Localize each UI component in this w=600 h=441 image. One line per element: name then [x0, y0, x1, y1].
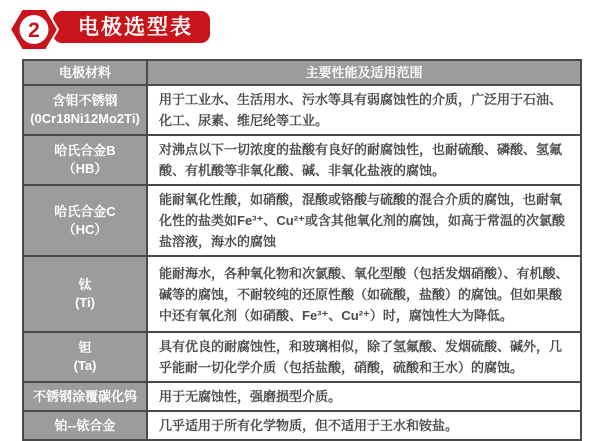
material-name: 铂--铱合金	[54, 417, 116, 433]
table-row	[23, 411, 581, 440]
badge-number: 2	[28, 19, 40, 42]
material-name: 含钼不锈钢	[52, 93, 118, 108]
table-header-row	[23, 60, 581, 85]
material-name: 钽	[78, 340, 92, 355]
material-name: 不锈钢涂覆碳化钨	[32, 388, 137, 404]
table-row	[23, 382, 581, 411]
table-row	[23, 256, 581, 332]
page-header	[0, 0, 600, 56]
column-header-performance: 主要性能及适用范围	[147, 60, 581, 85]
hexagon-badge-icon	[9, 6, 59, 53]
material-name: 哈氏合金B	[54, 143, 116, 158]
material-cell	[23, 382, 147, 411]
page-title: 电极选型表	[78, 15, 193, 39]
material-name: 钛	[78, 277, 92, 292]
material-sub: (Ti)	[75, 295, 95, 310]
material-cell	[23, 332, 147, 382]
description-cell: 对沸点以下一切浓度的盐酸有良好的耐腐蚀性，也耐硫酸、磷酸、氢氟酸、有机酸等非氧化酸、碱、非氧化盐液的腐蚀。	[147, 135, 581, 185]
material-cell	[23, 85, 147, 135]
material-sub: (0Cr18Ni12Mo2Ti)	[30, 111, 140, 126]
column-header-material: 电极材料	[23, 60, 147, 85]
material-cell	[23, 256, 147, 332]
material-name: 哈氏合金C	[54, 203, 116, 219]
table-row	[23, 85, 581, 135]
table-row	[23, 185, 581, 256]
table-row	[23, 332, 581, 382]
material-cell	[23, 135, 147, 185]
material-sub: （HC）	[62, 221, 108, 237]
title-tab	[53, 11, 210, 43]
number-badge	[9, 6, 59, 53]
description-cell: 用于工业水、生活用水、污水等具有弱腐蚀性的介质，广泛用于石油、化工、尿素、维尼纶等工业。	[147, 85, 581, 135]
description-cell: 能耐海水，各种氧化物和次氯酸、氧化型酸（包括发烟硝酸）、有机酸、碱等的腐蚀，不耐较纯的还原性酸（如硫酸，盐酸）的腐蚀。但如果酸中还有氧化剂（如硝酸、Fe³⁺、Cu²⁺）时，腐蚀性大为降低。	[147, 256, 581, 332]
material-cell	[23, 411, 147, 440]
table-row	[23, 135, 581, 185]
material-cell	[23, 185, 147, 256]
description-cell: 具有优良的耐腐蚀性，和玻璃相似，除了氢氟酸、发烟硫酸、碱外，几乎能耐一切化学介质（包括盐酸，硝酸，硫酸和王水）的腐蚀。	[147, 332, 581, 382]
description-cell: 用于无腐蚀性，强磨损型介质。	[147, 382, 581, 411]
material-sub: (Ta)	[73, 358, 97, 373]
description-cell: 几乎适用于所有化学物质，但不适用于王水和铵盐。	[147, 411, 581, 440]
description-cell: 能耐氧化性酸，如硝酸，混酸或铬酸与硫酸的混合介质的腐蚀，也耐氧化性的盐类如Fe³⁺、Cu²⁺或含其他氧化剂的腐蚀，如高于常温的次氯酸盐溶液，海水的腐蚀	[147, 185, 581, 256]
material-sub: （HB）	[62, 161, 108, 176]
electrode-selection-table	[22, 59, 582, 441]
